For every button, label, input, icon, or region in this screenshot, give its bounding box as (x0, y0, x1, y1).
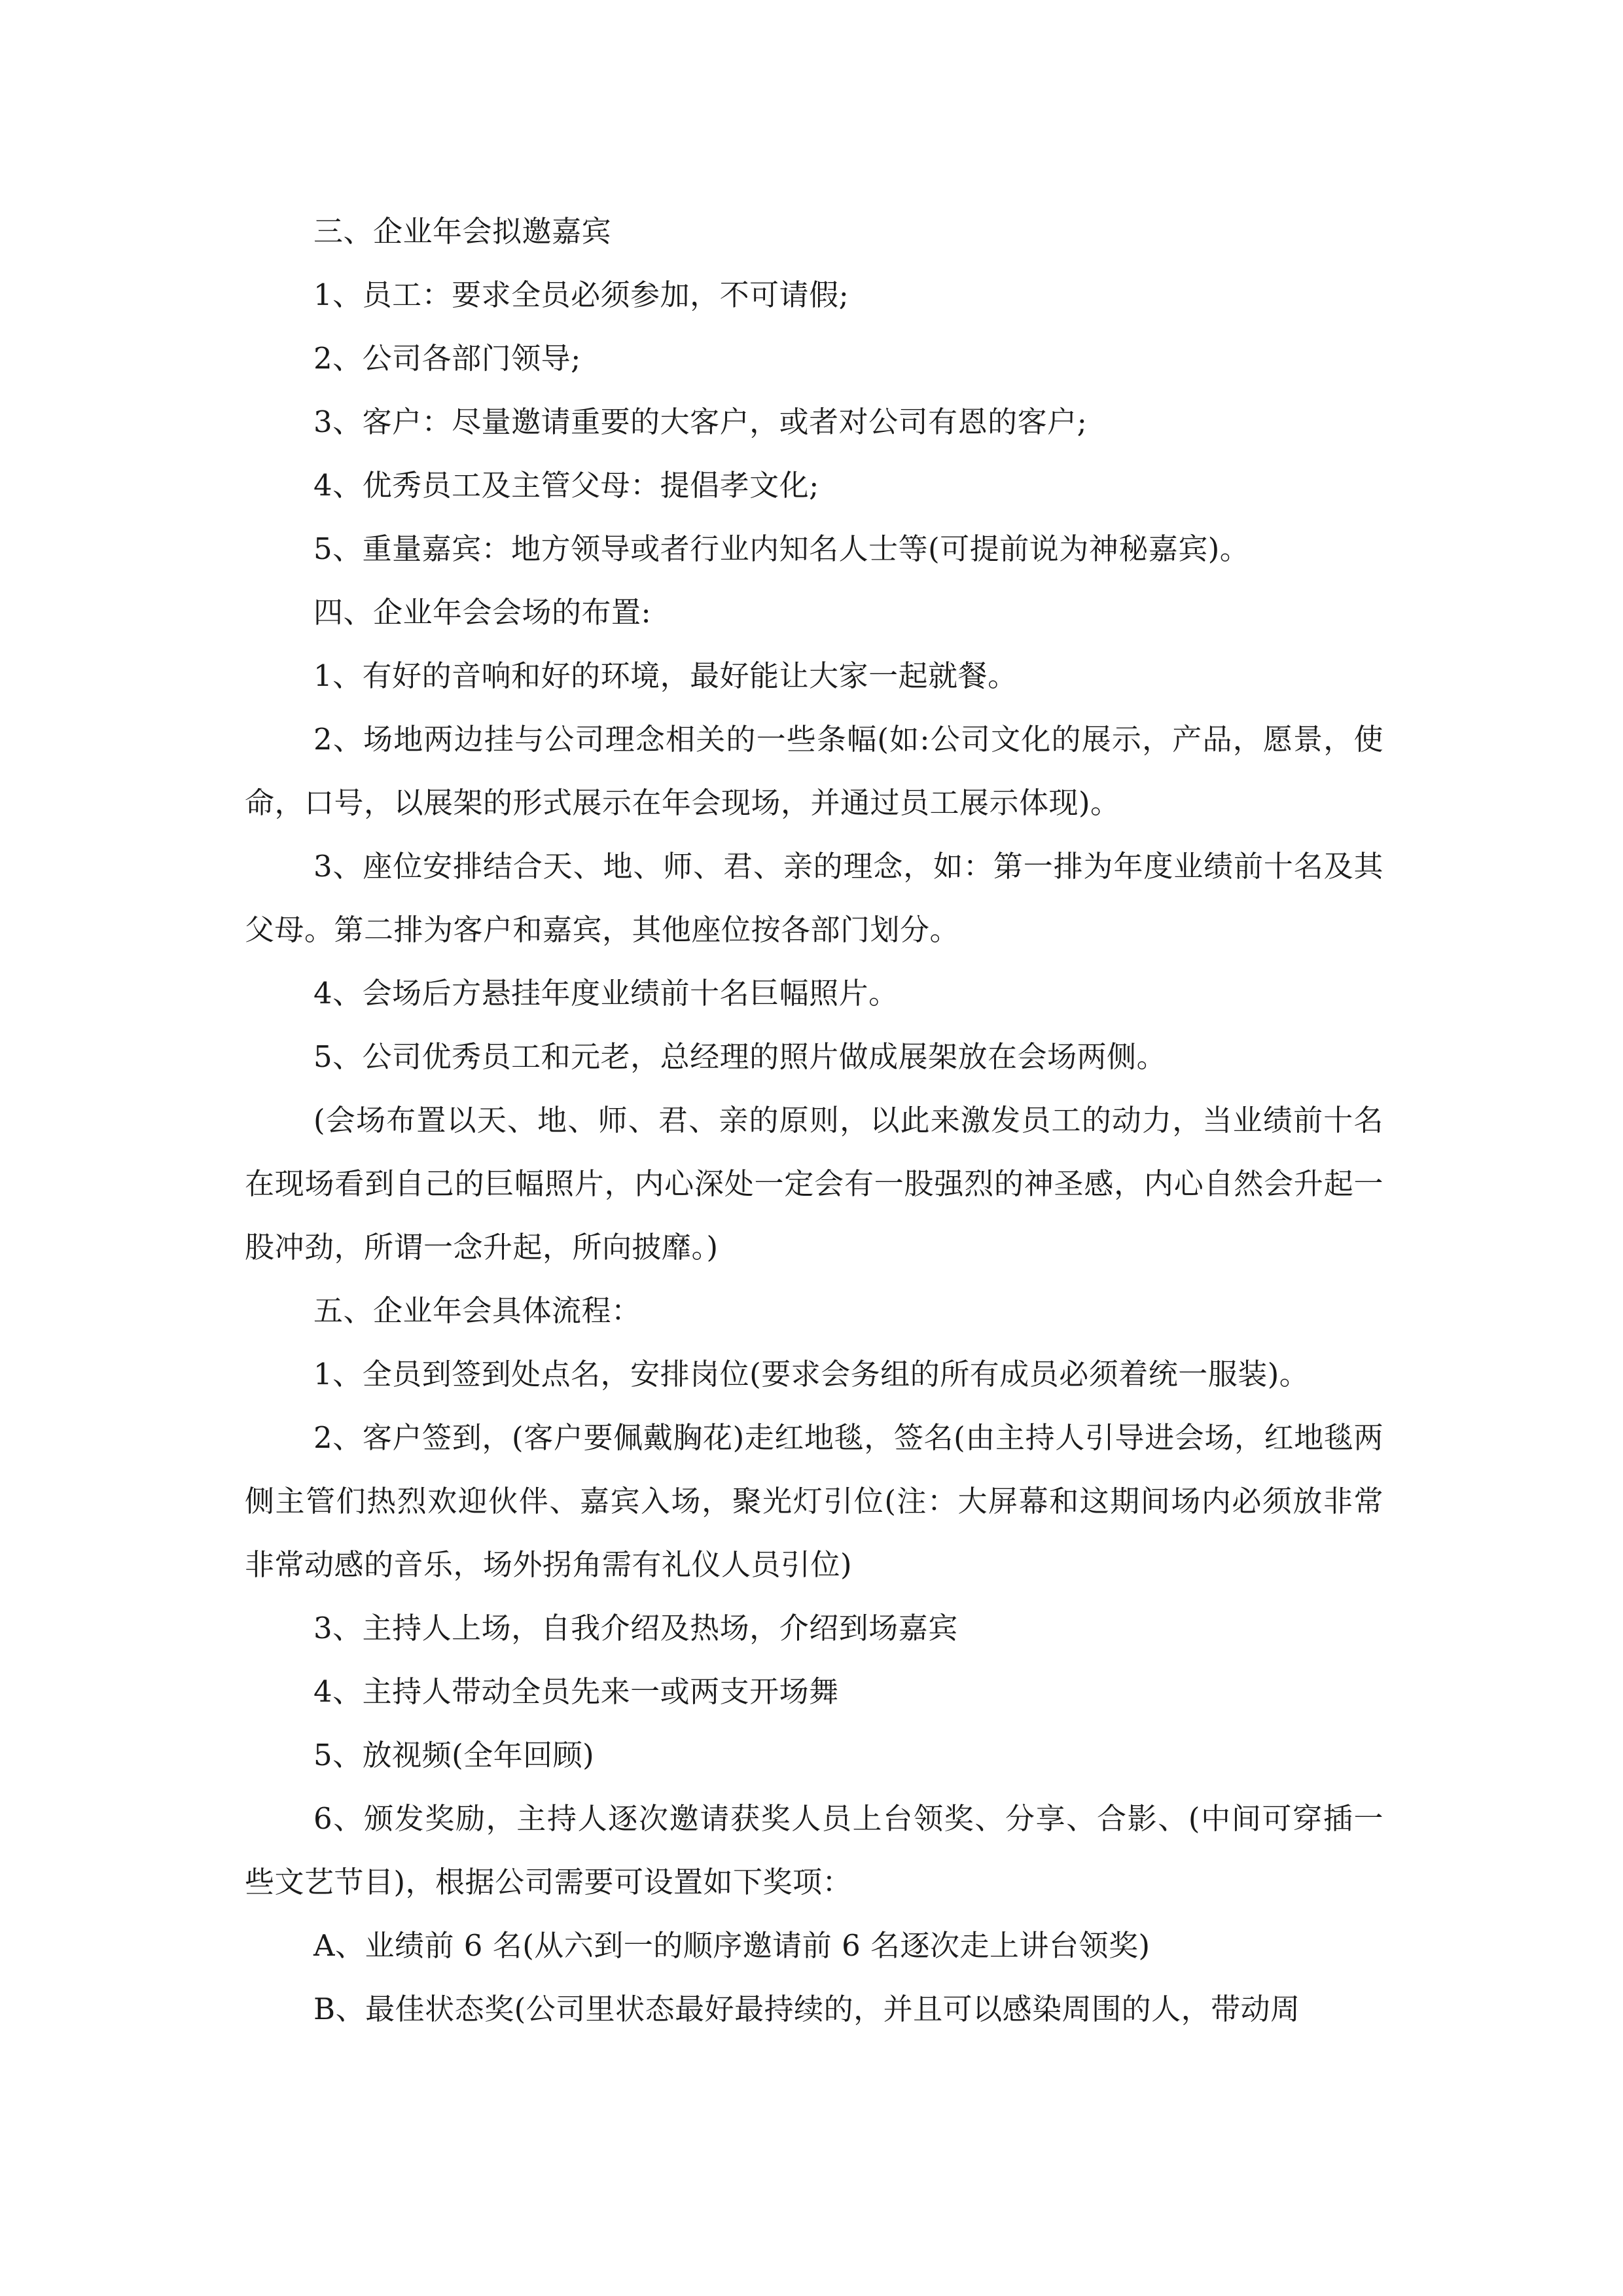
paragraph: 4、会场后方悬挂年度业绩前十名巨幅照片。 (313, 976, 899, 1011)
paragraph: 2、公司各部门领导; (313, 341, 581, 376)
paragraph: 3、主持人上场，自我介绍及热场，介绍到场嘉宾 (313, 1611, 958, 1645)
paragraph: 2、客户签到，(客户要佩戴胸花)走红地毯，签名(由主持人引导进会场，红地毯两侧主管们热烈欢迎伙伴、嘉宾入场，聚光灯引位(注：大屏幕和这期间场内必须放非常非常动感的音乐，场外拐角需有礼仪人员引位) (245, 1420, 1383, 1582)
paragraph: 1、全员到签到处点名，安排岗位(要求会务组的所有成员必须着统一服装)。 (313, 1357, 1310, 1391)
paragraph: 4、优秀员工及主管父母：提倡孝文化; (313, 468, 819, 503)
paragraph: A、业绩前 6 名(从六到一的顺序邀请前 6 名逐次走上讲台领奖) (313, 1928, 1150, 1963)
paragraph: 3、客户：尽量邀请重要的大客户，或者对公司有恩的客户; (313, 404, 1088, 439)
paragraph: 1、员工：要求全员必须参加，不可请假; (313, 278, 849, 312)
paragraph: 2、场地两边挂与公司理念相关的一些条幅(如:公司文化的展示，产品，愿景，使命，口号，以展架的形式展示在年会现场，并通过员工展示体现)。 (245, 722, 1383, 820)
section-heading-guests: 三、企业年会拟邀嘉宾 (313, 214, 612, 249)
paragraph: 1、有好的音响和好的环境，最好能让大家一起就餐。 (313, 658, 1018, 693)
paragraph: (会场布置以天、地、师、君、亲的原则，以此来激发员工的动力，当业绩前十名在现场看到自己的巨幅照片，内心深处一定会有一股强烈的神圣感，内心自然会升起一股冲劲，所谓一念升起，所向披靡。) (245, 1103, 1383, 1265)
paragraph: B、最佳状态奖(公司里状态最好最持续的，并且可以感染周围的人，带动周 (313, 1992, 1300, 2026)
paragraph: 4、主持人带动全员先来一或两支开场舞 (313, 1674, 839, 1709)
paragraph: 6、颁发奖励，主持人逐次邀请获奖人员上台领奖、分享、合影、(中间可穿插一些文艺节目)，根据公司需要可设置如下奖项： (245, 1801, 1383, 1899)
paragraph: 5、放视频(全年回顾) (313, 1738, 595, 1772)
document-body (245, 200, 1383, 2041)
paragraph: 3、座位安排结合天、地、师、君、亲的理念，如：第一排为年度业绩前十名及其父母。第二排为客户和嘉宾，其他座位按各部门划分。 (245, 849, 1383, 947)
section-heading-venue: 四、企业年会会场的布置: (313, 595, 652, 630)
section-heading-process: 五、企业年会具体流程： (313, 1293, 641, 1328)
paragraph: 5、公司优秀员工和元老，总经理的照片做成展架放在会场两侧。 (313, 1039, 1167, 1074)
paragraph: 5、重量嘉宾：地方领导或者行业内知名人士等(可提前说为神秘嘉宾)。 (313, 531, 1250, 566)
